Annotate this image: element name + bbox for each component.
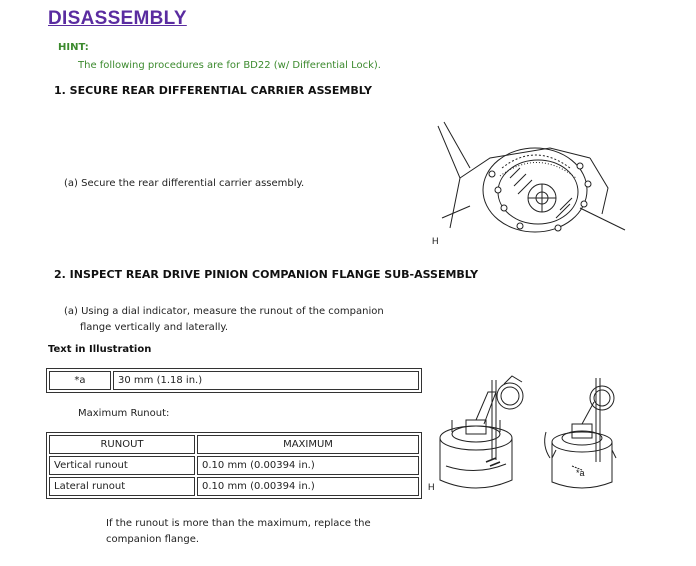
- maximum-runout-label: Maximum Runout:: [78, 408, 170, 419]
- header-maximum: MAXIMUM: [197, 435, 419, 454]
- illustration-1-label: H: [432, 236, 439, 246]
- callout-value: 30 mm (1.18 in.): [113, 371, 419, 390]
- illustration-2-label: H: [428, 482, 435, 492]
- section-1-heading: 1. SECURE REAR DIFFERENTIAL CARRIER ASSEMBLY: [54, 84, 373, 97]
- table-row: [49, 456, 419, 475]
- page-title: DISASSEMBLY: [48, 8, 187, 29]
- maximum-runout-table: [46, 432, 422, 499]
- hint-label: HINT:: [58, 42, 89, 53]
- replacement-note-line1: If the runout is more than the maximum, replace the: [106, 518, 371, 529]
- replacement-note: [106, 516, 371, 548]
- runout-type: Lateral runout: [49, 477, 195, 496]
- table-row: [49, 371, 419, 390]
- section-2-step-line1: (a) Using a dial indicator, measure the runout of the companion: [64, 306, 384, 317]
- text-in-illustration-heading: Text in Illustration: [48, 344, 152, 355]
- callout-key: *a: [49, 371, 111, 390]
- hint-text: The following procedures are for BD22 (w/ Differential Lock).: [78, 60, 381, 71]
- runout-maximum: 0.10 mm (0.00394 in.): [197, 456, 419, 475]
- table-row: [49, 477, 419, 496]
- runout-maximum: 0.10 mm (0.00394 in.): [197, 477, 419, 496]
- dial-indicator-illustration: [426, 362, 626, 496]
- replacement-note-line2: companion flange.: [106, 534, 200, 545]
- illustration-2-callout: *a: [576, 468, 585, 478]
- header-runout: RUNOUT: [49, 435, 195, 454]
- text-in-illustration-table: [46, 368, 422, 393]
- section-2-step: [64, 304, 384, 336]
- section-2-step-line2: flange vertically and laterally.: [80, 322, 229, 333]
- runout-type: Vertical runout: [49, 456, 195, 475]
- section-1-step: (a) Secure the rear differential carrier assembly.: [64, 178, 305, 189]
- table-header-row: [49, 435, 419, 454]
- section-2-heading: 2. INSPECT REAR DRIVE PINION COMPANION FLANGE SUB-ASSEMBLY: [54, 268, 479, 281]
- differential-carrier-illustration: [430, 118, 630, 248]
